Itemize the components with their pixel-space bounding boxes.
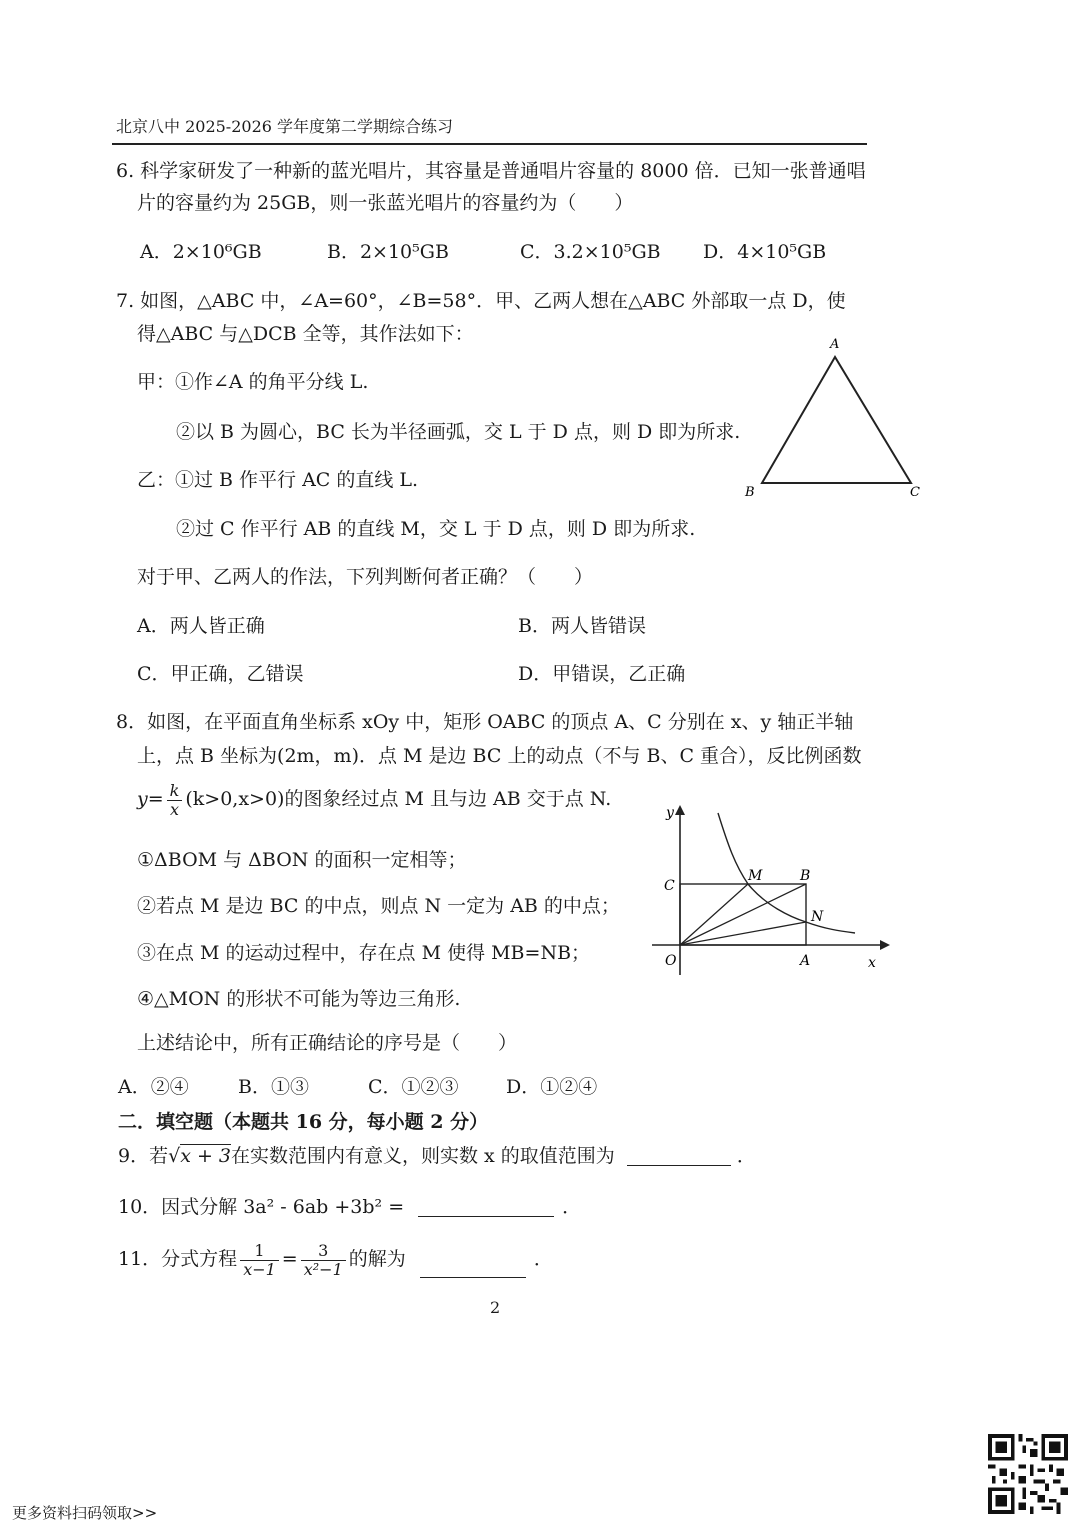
label-b: B [745, 485, 755, 500]
func-denominator: x [169, 799, 180, 819]
q10 [118, 1198, 581, 1217]
q9-body: 在实数范围内有意义，则实数 x 的取值范围为 [231, 1145, 615, 1167]
page-number: 2 [490, 1298, 501, 1317]
q9-radicand: x + 3 [180, 1145, 232, 1167]
q11-answer-blank[interactable] [420, 1259, 526, 1278]
header-divider [112, 143, 867, 145]
func-y: y= [137, 788, 164, 811]
q8-option-b: B．①③ [238, 1076, 309, 1098]
q9-prefix: 9．若 [118, 1145, 169, 1167]
q11-fraction-right [301, 1242, 346, 1278]
q11-body: 的解为 [348, 1248, 406, 1271]
q8-option-d: D．①②④ [506, 1076, 598, 1098]
q7-jia-step1: 甲：①作∠A 的角平分线 L. [137, 371, 369, 393]
coordinate-figure [640, 795, 890, 975]
q8-option-a: A．②④ [118, 1076, 189, 1098]
q8-conclusion-4: ④△MON 的形状不可能为等边三角形. [137, 988, 461, 1010]
q8-line2: 上，点 B 坐标为(2m，m)．点 M 是边 BC 上的动点（不与 B、C 重合），反比例函数 [137, 745, 862, 767]
q7-option-c: C．甲正确，乙错误 [137, 663, 304, 685]
triangle-abc [762, 357, 911, 483]
q7-option-d: D．甲错误，乙正确 [518, 663, 686, 685]
q6-line1: 6. 科学家研发了一种新的蓝光唱片，其容量是普通唱片容量的 8000 倍．已知一张普通唱 [116, 160, 866, 182]
q11-equals: = [281, 1248, 298, 1271]
q11 [118, 1242, 553, 1278]
q11-end: ． [533, 1248, 553, 1271]
q6-option-c: C．3.2×10⁵GB [520, 241, 661, 263]
label-c: C [910, 485, 920, 500]
func-numerator: k [167, 782, 183, 801]
label-x: x [868, 955, 876, 971]
q7-question: 对于甲、乙两人的作法，下列判断何者正确？（ ） [137, 566, 594, 588]
q11-num-right: 3 [301, 1242, 346, 1261]
q9 [118, 1147, 756, 1166]
q11-den-right: x²−1 [303, 1259, 343, 1279]
q8-option-c: C．①②③ [368, 1076, 459, 1098]
q7-option-a: A．两人皆正确 [137, 615, 265, 637]
q8-conclusion-1: ①ΔBOM 与 ΔBON 的面积一定相等； [137, 849, 467, 871]
label-b: B [800, 868, 811, 884]
q10-text: 10．因式分解 3a² - 6ab +3b² = [118, 1196, 405, 1218]
q8-question: 上述结论中，所有正确结论的序号是（ ） [137, 1032, 518, 1054]
exam-header: 北京八中 2025-2026 学年度第二学期综合练习 [116, 117, 454, 136]
label-y: y [666, 805, 674, 821]
q11-fraction-left [240, 1242, 279, 1278]
section-2-title: 二．填空题（本题共 16 分，每小题 2 分） [118, 1111, 489, 1133]
q8-line1: 8．如图，在平面直角坐标系 xOy 中，矩形 OABC 的顶点 A、C 分别在 x、y 轴正半轴 [116, 711, 854, 733]
q11-den-left: x−1 [243, 1259, 276, 1279]
label-m: M [748, 868, 763, 884]
q8-conclusion-3: ③在点 M 的运动过程中，存在点 M 使得 MB=NB； [137, 942, 591, 964]
q11-num-left: 1 [240, 1242, 279, 1261]
label-o: O [665, 953, 677, 969]
label-c: C [664, 878, 675, 894]
triangle-abc-figure [740, 330, 930, 510]
q9-end: ． [736, 1145, 756, 1167]
q6-option-a: A．2×10⁶GB [140, 241, 262, 263]
func-fraction [167, 782, 183, 818]
q7-line1: 7. 如图，△ABC 中，∠A=60°，∠B=58°．甲、乙两人想在△ABC 外部取一点 D，使 [116, 290, 846, 312]
label-n: N [811, 909, 824, 925]
q6-option-b: B．2×10⁵GB [327, 241, 449, 263]
hyperbola [718, 813, 855, 933]
segment-om [680, 884, 748, 945]
q7-line2: 得△ABC 与△DCB 全等，其作法如下： [137, 323, 474, 345]
q7-yi-step2: ②过 C 作平行 AB 的直线 M，交 L 于 D 点，则 D 即为所求. [176, 518, 696, 540]
q9-answer-blank[interactable] [627, 1147, 731, 1166]
q6-option-d: D．4×10⁵GB [703, 241, 827, 263]
q7-jia-step2: ②以 B 为圆心，BC 长为半径画弧，交 L 于 D 点，则 D 即为所求. [176, 421, 741, 443]
q7-yi-step1: 乙：①过 B 作平行 AC 的直线 L. [137, 469, 419, 491]
q7-option-b: B．两人皆错误 [518, 615, 646, 637]
q10-end: ． [562, 1196, 582, 1218]
footer-promo-text[interactable]: 更多资料扫码领取>> [12, 1504, 158, 1522]
func-condition: (k>0,x>0)的图象经过点 M 且与边 AB 交于点 N. [185, 788, 612, 811]
sqrt-sign: √ [168, 1145, 181, 1167]
label-a: A [800, 953, 811, 969]
x-arrow [880, 940, 890, 950]
qr-code-icon[interactable] [988, 1434, 1068, 1514]
y-arrow [675, 805, 685, 815]
segment-on [680, 922, 806, 945]
q10-answer-blank[interactable] [418, 1198, 554, 1217]
q8-function [137, 782, 611, 818]
q6-line2: 片的容量约为 25GB，则一张蓝光唱片的容量约为（ ） [137, 192, 634, 214]
label-a: A [830, 337, 840, 352]
q11-prefix: 11．分式方程 [118, 1248, 238, 1271]
q8-conclusion-2: ②若点 M 是边 BC 的中点，则点 N 一定为 AB 的中点； [137, 895, 620, 917]
